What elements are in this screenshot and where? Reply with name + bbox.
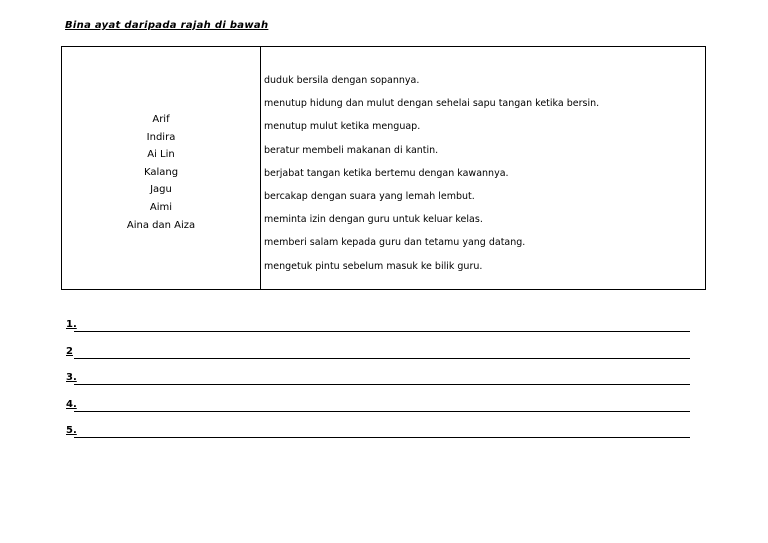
name-item: Arif — [152, 114, 170, 125]
name-item: Ai Lin — [147, 149, 175, 161]
name-item: Indira — [146, 131, 176, 143]
answer-row — [66, 372, 690, 399]
answer-row — [66, 425, 690, 452]
answer-number: 2 — [66, 345, 73, 357]
page-title: Bina ayat daripada rajah di bawah — [65, 20, 269, 31]
sentence-item: menutup mulut ketika menguap. — [264, 121, 421, 133]
name-item: Aimi — [149, 201, 173, 213]
answer-number: 5. — [66, 425, 77, 436]
answer-line — [74, 358, 690, 359]
answer-line — [74, 331, 690, 332]
names-column — [62, 111, 260, 234]
sentence-item: berjabat tangan ketika bertemu dengan kawannya. — [264, 167, 509, 179]
sentences-column — [264, 69, 599, 278]
answer-number: 1. — [66, 319, 77, 330]
answer-line — [74, 384, 690, 385]
sentence-item: beratur membeli makanan di kantin. — [264, 144, 439, 156]
sentence-table — [61, 46, 706, 290]
sentence-item: menutup hidung dan mulut dengan sehelai sapu tangan ketika bersin. — [264, 98, 600, 110]
sentence-item: bercakap dengan suara yang lemah lembut. — [264, 191, 475, 203]
sentence-item: meminta izin dengan guru untuk keluar kelas. — [264, 214, 483, 226]
sentence-item: duduk bersila dengan sopannya. — [264, 75, 420, 86]
answer-row — [66, 346, 690, 373]
column-divider — [260, 47, 261, 289]
sentence-item: memberi salam kepada guru dan tetamu yang datang. — [264, 237, 526, 249]
name-item: Aina dan Aiza — [126, 219, 196, 231]
answer-line — [74, 437, 690, 438]
sentence-item: mengetuk pintu sebelum masuk ke bilik guru. — [264, 260, 483, 272]
name-item: Kalang — [143, 166, 179, 178]
answer-line — [74, 411, 690, 412]
answer-row — [66, 399, 690, 426]
name-item: Jagu — [150, 184, 172, 196]
answer-section — [66, 319, 690, 452]
answer-number: 4. — [66, 398, 77, 410]
answer-row — [66, 319, 690, 346]
answer-number: 3. — [66, 372, 77, 383]
